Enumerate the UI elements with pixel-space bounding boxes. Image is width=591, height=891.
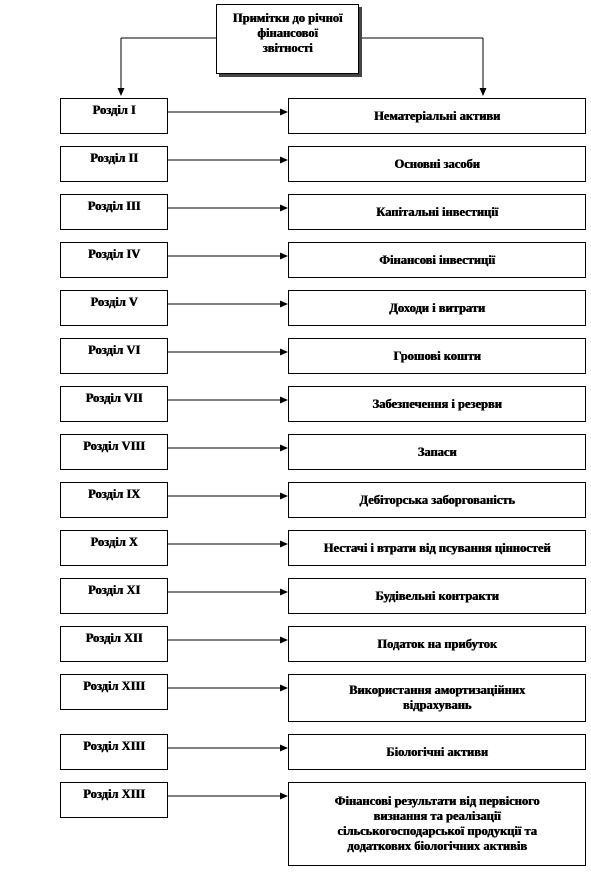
section-label-box (60, 674, 168, 710)
section-label: Розділ VII (85, 391, 143, 405)
section-topic-box (288, 194, 586, 230)
section-label: Розділ I (92, 103, 136, 117)
section-label-box (60, 434, 168, 470)
section-label-box (60, 626, 168, 662)
section-topic-box (288, 338, 586, 374)
section-topic: Запаси (417, 444, 457, 459)
section-label-box (60, 386, 168, 422)
section-topic: Податок на прибуток (377, 636, 497, 651)
section-label: Розділ IX (87, 487, 141, 501)
section-label: Розділ VI (87, 343, 141, 357)
section-topic: Фінансові результати від первісного визнання та реалізації сільськогосподарської продукції та додаткових біологічних активів (334, 794, 540, 853)
section-label: Розділ XIII (83, 679, 145, 693)
section-label: Розділ IV (87, 247, 141, 261)
section-topic: Нестачі і втрати від псування цінностей (323, 540, 551, 555)
section-label: Розділ V (90, 295, 138, 309)
section-label: Розділ XII (85, 631, 143, 645)
section-topic-box (288, 782, 586, 866)
section-topic-box (288, 734, 586, 770)
section-topic-box (288, 482, 586, 518)
section-label-box (60, 578, 168, 614)
section-topic-box (288, 290, 586, 326)
section-label: Розділ XIII (83, 787, 145, 801)
root-notes-box (216, 4, 359, 74)
section-topic: Дебіторська заборгованість (359, 492, 515, 507)
section-label-box (60, 338, 168, 374)
section-label-box (60, 290, 168, 326)
section-label-box (60, 146, 168, 182)
section-label-box (60, 98, 168, 134)
section-topic-box (288, 626, 586, 662)
section-topic-box (288, 530, 586, 566)
section-topic: Використання амортизаційних відрахувань (348, 683, 526, 712)
section-topic-box (288, 386, 586, 422)
section-topic: Нематеріальні активи (373, 108, 501, 123)
section-label: Розділ VIII (83, 439, 145, 453)
section-topic-box (288, 434, 586, 470)
section-label: Розділ XI (87, 583, 141, 597)
section-topic: Доходи і витрати (389, 300, 485, 315)
section-topic-box (288, 146, 586, 182)
section-topic: Основні засоби (394, 156, 480, 171)
section-topic-box (288, 98, 586, 134)
section-label-box (60, 782, 168, 818)
section-label: Розділ X (90, 535, 138, 549)
section-topic: Біологічні активи (386, 744, 488, 759)
section-topic: Будівельні контракти (375, 588, 499, 603)
section-topic: Капітальні інвестиції (376, 204, 498, 219)
section-label-box (60, 242, 168, 278)
section-label: Розділ III (87, 199, 141, 213)
section-topic-box (288, 674, 586, 722)
section-label-box (60, 734, 168, 770)
section-topic: Забезпечення і резерви (372, 396, 502, 411)
section-label: Розділ II (89, 151, 139, 165)
section-topic: Грошові кошти (393, 348, 481, 363)
section-topic-box (288, 578, 586, 614)
section-label-box (60, 530, 168, 566)
root-notes-title: Примітки до річної фінансової звітності (232, 11, 343, 55)
section-topic-box (288, 242, 586, 278)
section-label-box (60, 194, 168, 230)
section-label: Розділ XIII (83, 739, 145, 753)
section-topic: Фінансові інвестиції (379, 252, 495, 267)
section-label-box (60, 482, 168, 518)
